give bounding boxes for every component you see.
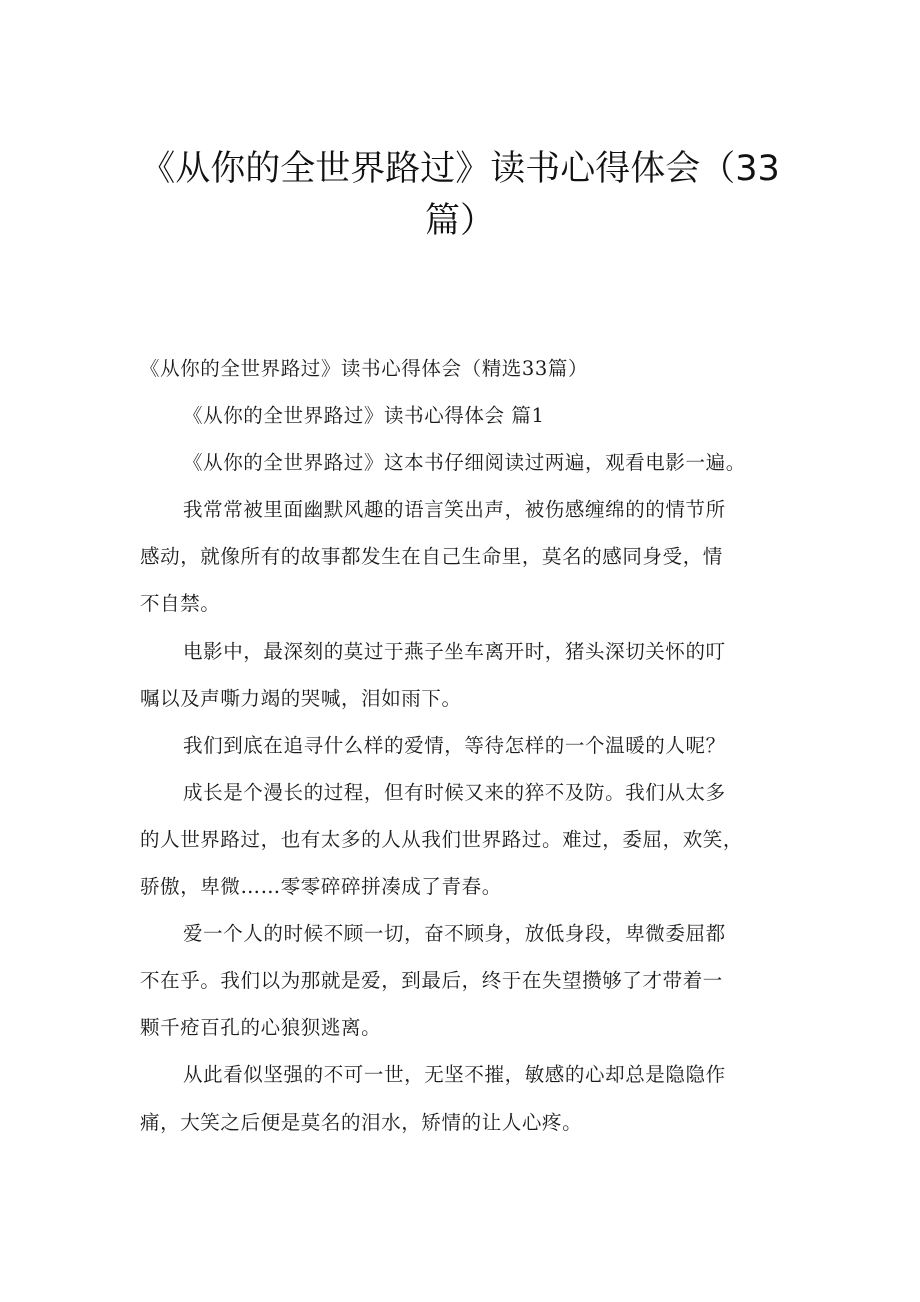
paragraph-line: 嘱以及声嘶力竭的哭喊，泪如雨下。 [140, 686, 462, 710]
document-subtitle: 《从你的全世界路过》读书心得体会（精选33篇） [140, 357, 589, 380]
paragraph-line: 颗千疮百孔的心狼狈逃离。 [140, 1016, 382, 1040]
paragraph-line: 不在乎。我们以为那就是爱，到最后，终于在失望攒够了才带着一 [140, 969, 723, 993]
paragraph-line: 爱一个人的时候不顾一切，奋不顾身，放低身段，卑微委屈都 [183, 922, 726, 946]
paragraph-line: 痛，大笑之后便是莫名的泪水，矫情的让人心疼。 [140, 1110, 583, 1134]
title-line-1: 《从你的全世界路过》读书心得体会（33 [140, 149, 780, 189]
paragraph-line: 从此看似坚强的不可一世，无坚不摧，敏感的心却总是隐隐作 [183, 1063, 726, 1087]
paragraph-line: 的人世界路过，也有太多的人从我们世界路过。难过，委屈，欢笑， [140, 827, 744, 851]
paragraph-line: 我常常被里面幽默风趣的语言笑出声，被伤感缠绵的的情节所 [183, 498, 726, 522]
document-title [130, 143, 790, 247]
paragraph-line: 电影中，最深刻的莫过于燕子坐车离开时，猪头深切关怀的叮 [183, 639, 726, 663]
paragraph-line: 成长是个漫长的过程，但有时候又来的猝不及防。我们从太多 [183, 780, 726, 804]
paragraph-line: 不自禁。 [140, 592, 221, 616]
section-heading: 《从你的全世界路过》读书心得体会 篇1 [183, 404, 545, 428]
paragraph-line: 我们到底在追寻什么样的爱情，等待怎样的一个温暖的人呢？ [183, 733, 726, 757]
document-body [140, 345, 800, 1146]
paragraph-line: 感动，就像所有的故事都发生在自己生命里，莫名的感同身受，情 [140, 545, 723, 569]
paragraph-line: 骄傲，卑微……零零碎碎拼凑成了青春。 [140, 875, 502, 899]
title-line-2: 篇） [424, 201, 495, 241]
paragraph-line: 《从你的全世界路过》这本书仔细阅读过两遍，观看电影一遍。 [183, 451, 746, 475]
